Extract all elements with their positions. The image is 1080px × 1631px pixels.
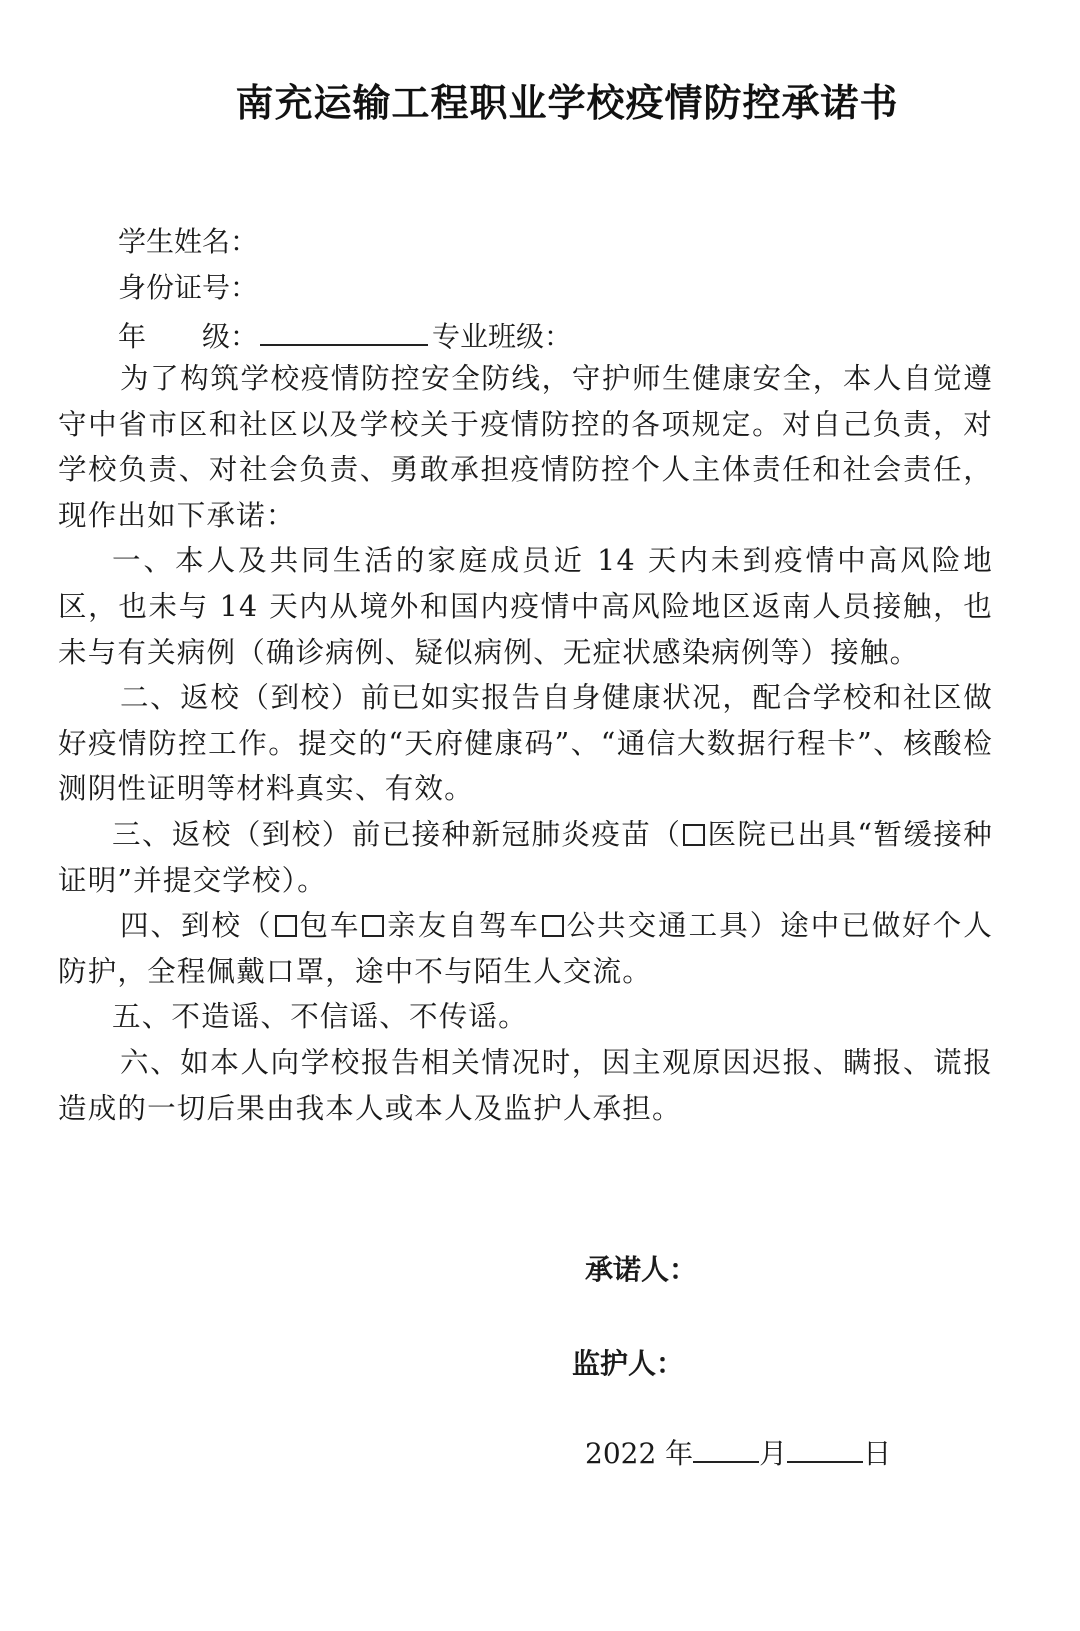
commitment-item-2: 二、返校（到校）前已如实报告自身健康状况，配合学校和社区做好疫情防控工作。提交的“天府健康码”、“通信大数据行程卡”、核酸检测阴性证明等材料真实、有效。: [58, 681, 993, 806]
item-4-text-d: 公共交通工具）途中已做好个人防护，全程佩戴口罩，途中不与陌生人交流。: [58, 909, 993, 988]
date-month: 月: [759, 1437, 788, 1470]
intro-paragraph: 为了构筑学校疫情防控安全防线，守护师生健康安全，本人自觉遵守中省市区和社区以及学校关于疫情防控的各项规定。对自己负责，对学校负责、对社会负责、勇敢承担疫情防控个人主体责任和社会责任，现作出如下承诺：: [58, 362, 993, 532]
date-day: 日: [863, 1437, 892, 1470]
item-4-option-family-car: 亲友自驾车: [386, 909, 540, 943]
student-name-field: [118, 222, 258, 262]
grade-major-row: [118, 314, 572, 357]
public-transport-checkbox: [542, 915, 564, 937]
day-blank-line: [787, 1433, 863, 1463]
commitment-item-4: [58, 903, 993, 994]
date-year: 2022 年: [585, 1437, 694, 1470]
commitment-item-5: 五、不造谣、不信谣、不传谣。: [112, 1000, 528, 1034]
commitment-item-1: 一、本人及共同生活的家庭成员近 14 天内未到疫情中高风险地区，也未与 14 天内从境外和国内疫情中高风险地区返南人员接触，也未与有关病例（确诊病例、疑似病例、无症状感染病例等）接触。: [58, 544, 993, 669]
id-number-label: 身份证号：: [118, 271, 259, 304]
commitment-body: [58, 356, 993, 1131]
id-number-field: [118, 268, 258, 308]
family-car-checkbox: [362, 915, 384, 937]
student-name-label: 学生姓名：: [118, 225, 259, 258]
date-line: [585, 1432, 891, 1472]
commitment-item-3: [58, 812, 993, 903]
grade-label-char1: 年: [118, 320, 147, 353]
item-3-text-b: 医院已出具“暂缓接种证明”并提交学校）。: [58, 817, 993, 897]
vaccine-deferral-checkbox: [683, 824, 705, 846]
guardian-signature-label: 监护人：: [572, 1347, 685, 1380]
major-class-label: 专业班级：: [432, 320, 573, 353]
grade-blank-line: [260, 314, 428, 346]
charter-bus-checkbox: [275, 915, 297, 937]
month-blank-line: [693, 1433, 759, 1463]
commitment-item-6: 六、如本人向学校报告相关情况时，因主观原因迟报、瞒报、谎报造成的一切后果由我本人或本人及监护人承担。: [58, 1045, 993, 1125]
promisor-signature-label: 承诺人：: [585, 1253, 698, 1286]
item-4-option-charter: 包车: [298, 909, 361, 943]
grade-label-char2: 级：: [202, 320, 259, 353]
item-4-text-a: 四、到校（: [120, 909, 273, 943]
document-title: 南充运输工程职业学校疫情防控承诺书: [235, 81, 899, 125]
item-3-text-a: 三、返校（到校）前已接种新冠肺炎疫苗（: [112, 817, 682, 851]
